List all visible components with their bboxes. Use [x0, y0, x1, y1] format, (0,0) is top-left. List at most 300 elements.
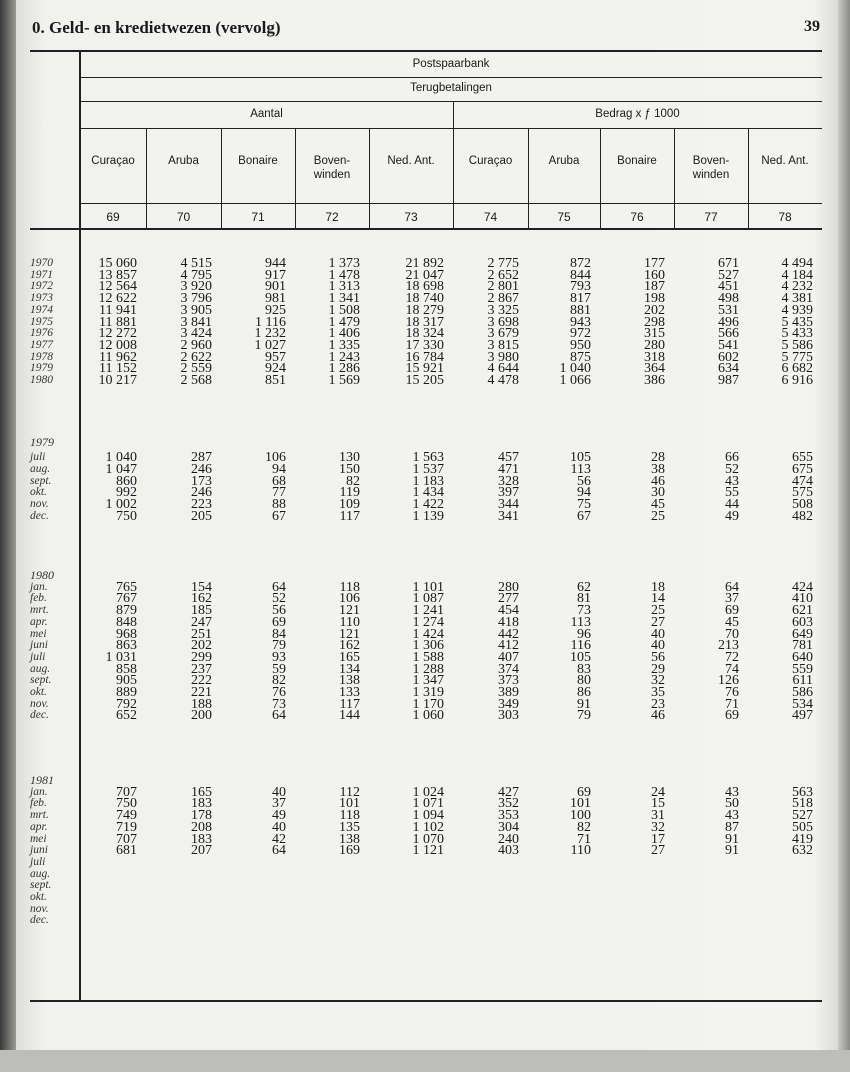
table-cell: 72: [725, 649, 739, 665]
table-cell: 2 559: [180, 361, 212, 377]
table-cell: 14: [651, 591, 665, 607]
header-bottom-rule: [30, 228, 822, 230]
table-cell: 3 325: [487, 302, 519, 318]
row-label: okt.: [30, 891, 47, 903]
table-cell: 183: [191, 796, 212, 812]
table-cell: 851: [265, 373, 286, 388]
table-cell: 844: [570, 267, 591, 283]
table-cell: 298: [644, 314, 665, 330]
row-label: okt.: [30, 686, 47, 698]
table-cell: 403: [498, 843, 519, 859]
table-cell: 1 060: [412, 708, 444, 724]
table-cell: 49: [725, 508, 739, 524]
table-cell: 70: [725, 626, 739, 642]
table-cell: 82: [272, 673, 286, 689]
table-cell: 1 508: [328, 302, 360, 318]
table-cell: 498: [718, 291, 739, 307]
table-row: [0, 508, 850, 524]
table-cell: 202: [191, 638, 212, 654]
column-number: 75: [557, 210, 571, 224]
table-cell: 246: [191, 485, 212, 501]
table-cell: 202: [644, 302, 665, 318]
table-cell: 37: [725, 591, 739, 607]
table-cell: 64: [272, 843, 286, 859]
table-cell: 1 479: [328, 314, 360, 330]
table-cell: 208: [191, 819, 212, 835]
table-cell: 1 101: [412, 579, 444, 595]
column-header: Aruba: [548, 155, 580, 167]
column-number: 69: [106, 210, 120, 224]
table-cell: 12 622: [98, 291, 137, 307]
table-cell: 198: [644, 291, 665, 307]
table-cell: 165: [191, 784, 212, 800]
table-cell: 277: [498, 591, 519, 607]
table-cell: 112: [339, 784, 360, 800]
table-cell: 3 698: [487, 314, 519, 330]
row-label: dec.: [30, 709, 49, 722]
table-row: [0, 710, 850, 722]
table-cell: 474: [792, 473, 813, 489]
table-cell: 1 170: [412, 696, 444, 712]
table-cell: 1 286: [328, 361, 360, 377]
row-label: 1979: [30, 362, 53, 375]
table-cell: 18 317: [405, 314, 444, 330]
table-cell: 750: [116, 796, 137, 812]
table-cell: 860: [116, 473, 137, 489]
table-cell: 118: [339, 579, 360, 595]
table-cell: 118: [339, 808, 360, 824]
table-cell: 418: [498, 614, 519, 630]
table-cell: 56: [651, 649, 665, 665]
table-cell: 5 433: [781, 326, 813, 342]
table-cell: 4 795: [180, 267, 212, 283]
row-label: sept.: [30, 474, 52, 487]
table-cell: 586: [792, 685, 813, 700]
table-cell: 541: [718, 337, 739, 353]
table-cell: 121: [339, 626, 360, 642]
table-cell: 386: [644, 373, 665, 388]
table-cell: 950: [570, 337, 591, 353]
table-cell: 373: [498, 673, 519, 689]
table-cell: 719: [116, 819, 137, 835]
table-cell: 1 070: [412, 831, 444, 847]
table-cell: 247: [191, 614, 212, 630]
column-header: Boven- winden: [313, 155, 351, 181]
table-cell: 77: [272, 485, 286, 501]
table-cell: 471: [498, 461, 519, 477]
table-cell: 1 288: [412, 661, 444, 677]
table-cell: 133: [339, 685, 360, 700]
table-cell: 121: [339, 603, 360, 619]
table-cell: 134: [339, 661, 360, 677]
table-cell: 344: [498, 497, 519, 512]
table-cell: 69: [725, 708, 739, 724]
table-cell: 1 319: [412, 685, 444, 700]
table-cell: 987: [718, 373, 739, 388]
row-label: 1974: [30, 303, 53, 316]
row-label: juni: [30, 844, 48, 857]
table-cell: 73: [577, 603, 591, 619]
table-row: [0, 904, 850, 916]
table-cell: 3 796: [180, 291, 212, 307]
table-cell: 454: [498, 603, 519, 619]
table-cell: 82: [346, 473, 360, 489]
table-cell: 178: [191, 808, 212, 824]
table-cell: 31: [651, 808, 665, 824]
table-cell: 75: [577, 497, 591, 512]
table-cell: 64: [272, 579, 286, 595]
table-cell: 56: [577, 473, 591, 489]
table-cell: 110: [339, 614, 360, 630]
table-cell: 32: [651, 819, 665, 835]
table-cell: 4 381: [781, 291, 813, 307]
table-cell: 93: [272, 649, 286, 665]
table-cell: 38: [651, 461, 665, 477]
rule: [80, 77, 822, 78]
table-cell: 28: [651, 450, 665, 466]
table-cell: 68: [272, 473, 286, 489]
table-cell: 863: [116, 638, 137, 654]
table-cell: 527: [718, 267, 739, 283]
table-cell: 2 568: [180, 373, 212, 388]
row-label: nov.: [30, 697, 49, 710]
table-cell: 1 183: [412, 473, 444, 489]
table-row: [0, 869, 850, 881]
group-title: Postspaarbank: [412, 58, 490, 70]
table-cell: 91: [577, 696, 591, 712]
table-top-rule: [30, 50, 822, 52]
table-cell: 917: [265, 267, 286, 283]
table-cell: 968: [116, 626, 137, 642]
table-cell: 113: [570, 461, 591, 477]
table-cell: 5 586: [781, 337, 813, 353]
table-cell: 287: [191, 450, 212, 466]
table-cell: 318: [644, 349, 665, 365]
row-label: 1976: [30, 327, 53, 340]
table-cell: 781: [792, 638, 813, 654]
table-cell: 62: [577, 579, 591, 595]
table-cell: 611: [792, 673, 813, 689]
table-cell: 1 024: [412, 784, 444, 800]
table-cell: 169: [339, 843, 360, 859]
table-cell: 675: [792, 461, 813, 477]
table-cell: 144: [339, 708, 360, 724]
table-cell: 94: [272, 461, 286, 477]
table-cell: 94: [577, 485, 591, 501]
table-cell: 1 094: [412, 808, 444, 824]
table-cell: 246: [191, 461, 212, 477]
row-label: 1970: [30, 257, 53, 269]
table-cell: 3 905: [180, 302, 212, 318]
table-cell: 223: [191, 497, 212, 512]
section-year-label: 1979: [30, 435, 54, 449]
table-cell: 207: [191, 843, 212, 859]
table-cell: 15: [651, 796, 665, 812]
table-cell: 1 071: [412, 796, 444, 812]
row-label: mei: [30, 832, 47, 845]
table-cell: 1 424: [412, 626, 444, 642]
table-cell: 767: [116, 591, 137, 607]
table-cell: 42: [272, 831, 286, 847]
table-cell: 50: [725, 796, 739, 812]
column-header: Boven- winden: [692, 155, 730, 181]
table-cell: 205: [191, 508, 212, 524]
table-cell: 101: [570, 796, 591, 812]
table-cell: 18 279: [405, 302, 444, 318]
column-header: Ned. Ant.: [387, 155, 435, 167]
table-cell: 505: [792, 819, 813, 835]
table-cell: 2 867: [487, 291, 519, 307]
row-label: 1971: [30, 268, 53, 281]
table-cell: 69: [725, 603, 739, 619]
table-cell: 106: [265, 450, 286, 466]
table-cell: 110: [570, 843, 591, 859]
table-cell: 221: [191, 685, 212, 700]
table-cell: 18 324: [405, 326, 444, 342]
table-cell: 3 841: [180, 314, 212, 330]
table-cell: 4 232: [781, 279, 813, 295]
section-year-label: 1981: [30, 773, 54, 787]
table-cell: 707: [116, 784, 137, 800]
table-cell: 6 682: [781, 361, 813, 377]
table-cell: 531: [718, 302, 739, 318]
table-cell: 750: [116, 508, 137, 524]
table-cell: 707: [116, 831, 137, 847]
table-cell: 817: [570, 291, 591, 307]
column-header: Bonaire: [238, 155, 278, 167]
table-cell: 40: [651, 626, 665, 642]
row-label: 1977: [30, 338, 53, 351]
table-cell: 12 272: [98, 326, 137, 342]
table-cell: 389: [498, 685, 519, 700]
table-cell: 29: [651, 661, 665, 677]
table-cell: 55: [725, 485, 739, 501]
row-label: apr.: [30, 820, 48, 833]
table-cell: 64: [725, 579, 739, 595]
table-cell: 106: [339, 591, 360, 607]
table-cell: 160: [644, 267, 665, 283]
table-cell: 671: [718, 256, 739, 271]
table-cell: 3 424: [180, 326, 212, 342]
table-cell: 18: [651, 579, 665, 595]
row-label: feb.: [30, 797, 47, 810]
table-cell: 407: [498, 649, 519, 665]
table-cell: 981: [265, 291, 286, 307]
row-label: 1973: [30, 292, 53, 305]
table-cell: 2 775: [487, 256, 519, 271]
table-cell: 881: [570, 302, 591, 318]
table-cell: 67: [272, 508, 286, 524]
table-cell: 117: [339, 508, 360, 524]
table-cell: 534: [792, 696, 813, 712]
table-cell: 40: [651, 638, 665, 654]
table-row: [0, 915, 850, 927]
table-cell: 303: [498, 708, 519, 724]
table-cell: 792: [116, 696, 137, 712]
table-cell: 957: [265, 349, 286, 365]
table-cell: 126: [718, 673, 739, 689]
table-cell: 304: [498, 819, 519, 835]
table-cell: 18 698: [405, 279, 444, 295]
table-cell: 1 066: [559, 373, 591, 388]
table-cell: 1 139: [412, 508, 444, 524]
table-cell: 173: [191, 473, 212, 489]
table-row: [0, 880, 850, 892]
table-cell: 280: [644, 337, 665, 353]
table-cell: 73: [272, 696, 286, 712]
table-cell: 23: [651, 696, 665, 712]
table-cell: 925: [265, 302, 286, 318]
table-cell: 1 406: [328, 326, 360, 342]
table-cell: 943: [570, 314, 591, 330]
column-number: 74: [483, 210, 498, 224]
table-cell: 3 815: [487, 337, 519, 353]
table-cell: 83: [577, 661, 591, 677]
column-number: 72: [325, 210, 339, 224]
table-cell: 27: [651, 614, 665, 630]
table-cell: 2 960: [180, 337, 212, 353]
table-cell: 1 031: [105, 649, 137, 665]
column-number: 70: [176, 210, 191, 224]
column-header: Ned. Ant.: [761, 155, 809, 167]
page-bottom-edge: [0, 1050, 850, 1072]
table-cell: 135: [339, 819, 360, 835]
table-cell: 45: [725, 614, 739, 630]
table-cell: 1 335: [328, 337, 360, 353]
table-cell: 889: [116, 685, 137, 700]
row-label: juli: [30, 855, 46, 868]
table-cell: 2 801: [487, 279, 519, 295]
table-cell: 412: [498, 638, 519, 654]
right-group-title: Bedrag x ƒ 1000: [595, 108, 680, 120]
table-cell: 4 515: [180, 256, 212, 271]
table-cell: 4 478: [487, 373, 519, 388]
table-cell: 397: [498, 485, 519, 501]
table-cell: 2 652: [487, 267, 519, 283]
table-cell: 1 563: [412, 450, 444, 466]
column-number: 73: [404, 210, 418, 224]
table-cell: 1 040: [105, 450, 137, 466]
table-cell: 5 435: [781, 314, 813, 330]
table-cell: 1 373: [328, 256, 360, 271]
table-cell: 457: [498, 450, 519, 466]
row-label: mrt.: [30, 604, 49, 617]
table-cell: 602: [718, 349, 739, 365]
row-label: mei: [30, 627, 47, 640]
row-label: jan.: [30, 785, 48, 798]
row-label: apr.: [30, 615, 48, 628]
table-cell: 59: [272, 661, 286, 677]
row-label: mrt.: [30, 809, 49, 822]
table-cell: 251: [191, 626, 212, 642]
table-cell: 71: [725, 696, 739, 712]
table-cell: 879: [116, 603, 137, 619]
table-row: [0, 892, 850, 904]
table-cell: 4 494: [781, 256, 813, 271]
table-cell: 3 679: [487, 326, 519, 342]
table-cell: 76: [272, 685, 286, 700]
table-cell: 69: [577, 784, 591, 800]
row-label: dec.: [30, 914, 49, 927]
subgroup-title: Terugbetalingen: [410, 82, 492, 94]
table-cell: 222: [191, 673, 212, 689]
table-cell: 424: [792, 579, 813, 595]
table-cell: 1 306: [412, 638, 444, 654]
table-cell: 1 116: [255, 314, 286, 330]
row-label: aug.: [30, 462, 51, 475]
table-cell: 1 569: [328, 373, 360, 388]
table-cell: 442: [498, 626, 519, 642]
table-cell: 66: [725, 450, 739, 466]
table-cell: 427: [498, 784, 519, 800]
table-cell: 88: [272, 497, 286, 512]
table-cell: 566: [718, 326, 739, 342]
table-cell: 2 622: [180, 349, 212, 365]
table-cell: 1 274: [412, 614, 444, 630]
table-cell: 44: [725, 497, 739, 512]
table-cell: 3 980: [487, 349, 519, 365]
table-cell: 1 121: [412, 843, 444, 859]
table-cell: 162: [191, 591, 212, 607]
table-cell: 563: [792, 784, 813, 800]
table-cell: 49: [272, 808, 286, 824]
table-cell: 188: [191, 696, 212, 712]
table-row: [0, 375, 850, 387]
table-cell: 15 205: [405, 373, 444, 388]
table-cell: 11 881: [99, 314, 137, 330]
table-cell: 150: [339, 461, 360, 477]
row-label: feb.: [30, 592, 47, 605]
table-cell: 410: [792, 591, 813, 607]
table-cell: 116: [570, 638, 591, 654]
table-cell: 43: [725, 808, 739, 824]
table-cell: 655: [792, 450, 813, 466]
row-label: dec.: [30, 509, 49, 522]
row-label: juli: [30, 650, 46, 663]
table-cell: 632: [792, 843, 813, 859]
table-cell: 21 892: [405, 256, 444, 271]
table-cell: 793: [570, 279, 591, 295]
table-cell: 45: [651, 497, 665, 512]
table-cell: 872: [570, 256, 591, 271]
table-cell: 419: [792, 831, 813, 847]
row-label: okt.: [30, 486, 47, 499]
table-cell: 35: [651, 685, 665, 700]
table-cell: 634: [718, 361, 739, 377]
table-cell: 875: [570, 349, 591, 365]
table-cell: 17 330: [405, 337, 444, 353]
row-label: juli: [30, 451, 46, 464]
table-cell: 621: [792, 603, 813, 619]
column-number: 78: [778, 210, 792, 224]
table-cell: 138: [339, 831, 360, 847]
table-cell: 52: [725, 461, 739, 477]
column-number: 77: [704, 210, 718, 224]
left-group-title: Aantal: [250, 108, 283, 120]
table-cell: 15 921: [405, 361, 444, 377]
table-cell: 25: [651, 508, 665, 524]
table-cell: 18 740: [405, 291, 444, 307]
column-number: 76: [630, 210, 644, 224]
table-cell: 496: [718, 314, 739, 330]
table-cell: 79: [272, 638, 286, 654]
column-number: 71: [251, 210, 265, 224]
table-cell: 6 916: [781, 373, 813, 388]
row-label: 1975: [30, 315, 53, 328]
table-cell: 177: [644, 256, 665, 271]
table-cell: 100: [570, 808, 591, 824]
table-cell: 82: [577, 819, 591, 835]
